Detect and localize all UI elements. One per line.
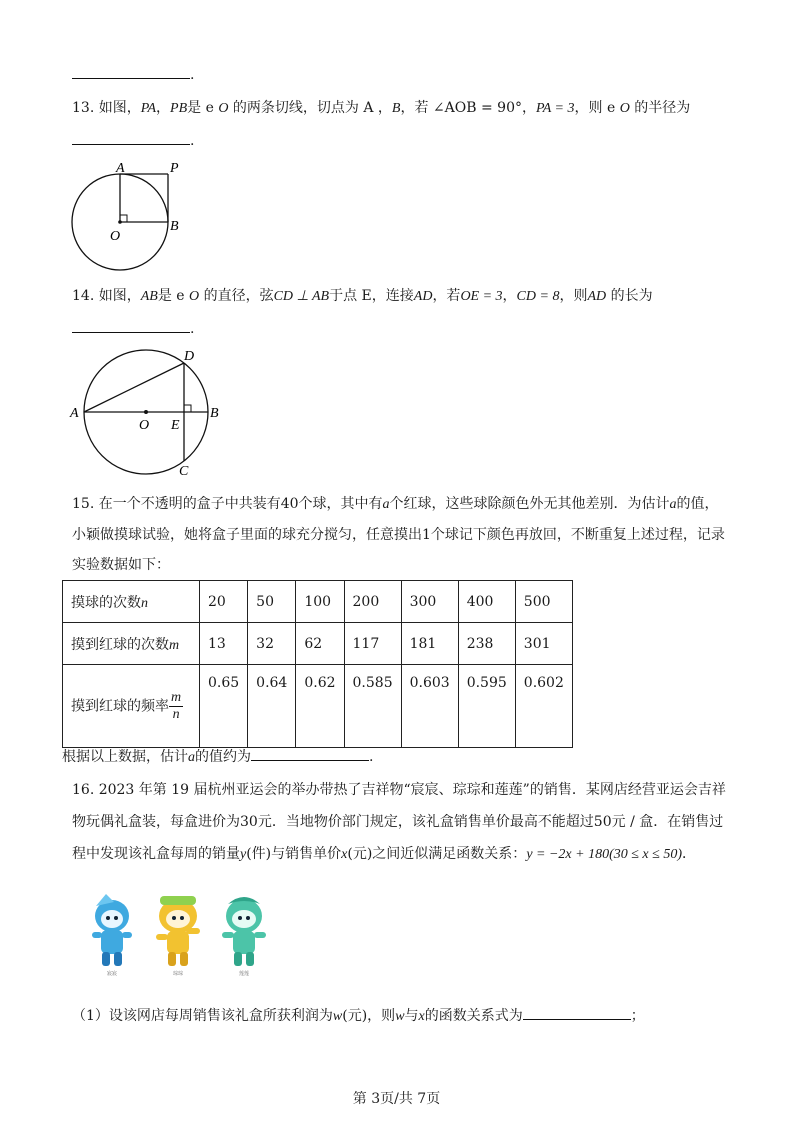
table-cell: 0.603 [401, 665, 458, 748]
table-cell: 400 [458, 581, 515, 623]
table-cell: 301 [515, 623, 572, 665]
table-cell: 13 [200, 623, 248, 665]
segment-ad [84, 363, 184, 412]
row-header: 摸球的次数n [63, 581, 200, 623]
q16-sub1: （1）设该网店每周销售该礼盒所获利润为w(元)，则w与x的函数关系式为 ； [72, 1005, 645, 1027]
q13-text: 13. 如图，PA，PB是 e O 的两条切线，切点为 A ，B，若 ∠AOB = 90°，PA = 3，则 e O 的半径为 [72, 100, 691, 116]
table-cell: 32 [248, 623, 296, 665]
table-cell: 0.65 [200, 665, 248, 748]
q13-answer-line: . [72, 130, 194, 151]
q15-answer-blank[interactable] [251, 746, 369, 761]
q16-line1: 16. 2023 年第 19 届杭州亚运会的举办带热了吉祥物“宸宸、琮琮和莲莲”的销售．某网店经营亚运会吉祥 [72, 782, 726, 798]
svg-text:莲莲: 莲莲 [238, 971, 250, 977]
table-cell: 0.595 [458, 665, 515, 748]
q14-answer-line: . [72, 318, 194, 339]
q16-line3: 程中发现该礼盒每周的销量y(件)与销售单价x(元)之间近似满足函数关系：y = −2x + 180(30 ≤ x ≤ 50)． [72, 846, 696, 862]
table-cell: 0.62 [296, 665, 344, 748]
table-cell: 238 [458, 623, 515, 665]
label-o: O [110, 229, 121, 244]
q15-after: 根据以上数据，估计a的值约为 . [62, 746, 373, 768]
answer-blank[interactable] [72, 64, 190, 79]
q16-answer-blank[interactable] [523, 1005, 631, 1020]
experiment-table [62, 580, 573, 748]
table-cell: 117 [344, 623, 401, 665]
right-angle-mark [184, 405, 191, 412]
table-cell: 500 [515, 581, 572, 623]
q14-answer-blank[interactable] [72, 318, 190, 333]
table-cell: 62 [296, 623, 344, 665]
center-dot [118, 220, 122, 224]
svg-text:琮琮: 琮琮 [172, 971, 184, 977]
q14-figure [68, 345, 233, 480]
label-c: C [179, 464, 189, 479]
prev-answer-line: . [72, 64, 194, 85]
label-e: E [171, 418, 180, 433]
table-cell: 300 [401, 581, 458, 623]
table-cell: 0.64 [248, 665, 296, 748]
q15-line2: 小颖做摸球试验，她将盒子里面的球充分搅匀，任意摸出1个球记下颜色再放回，不断重复上述过程，记录 [72, 527, 725, 543]
label-b: B [170, 219, 179, 234]
table-cell: 200 [344, 581, 401, 623]
q15-line1: 15. 在一个不透明的盒子中共装有40个球，其中有a个红球，这些球除颜色外无其他差别．为估计a的值， [72, 496, 719, 512]
mascot-lianlian [222, 897, 266, 977]
center-dot [144, 410, 148, 414]
table-cell: 20 [200, 581, 248, 623]
label-a: A [116, 161, 125, 176]
fraction-m-over-n: $\frac{m}{n}$ [171, 689, 182, 722]
table-row [63, 623, 573, 665]
q15-line3: 实验数据如下： [72, 557, 170, 573]
label-d: D [184, 349, 195, 364]
row-header: 摸到红球的次数m [63, 623, 200, 665]
table-cell: 100 [296, 581, 344, 623]
table-row [63, 581, 573, 623]
mascot-congcong [156, 896, 200, 977]
q13-answer-blank[interactable] [72, 130, 190, 145]
row-header: 摸到红球的频率 $\frac{m}{n}$ [63, 665, 200, 748]
q13-figure [60, 160, 190, 275]
mascots-image [82, 892, 282, 980]
svg-text:宸宸: 宸宸 [106, 971, 118, 977]
table-cell: 181 [401, 623, 458, 665]
q14-text: 14. 如图，AB是 e O 的直径，弦CD ⊥ AB于点 E，连接AD，若OE = 3，CD = 8，则AD 的长为 [72, 288, 653, 304]
label-o: O [139, 418, 150, 433]
table-cell: 50 [248, 581, 296, 623]
label-b: B [210, 406, 219, 421]
table-row [63, 665, 573, 748]
label-a: A [70, 406, 79, 421]
label-p: P [170, 161, 179, 176]
q16-line2: 物玩偶礼盒装，每盒进价为30元．当地物价部门规定，该礼盒销售单价最高不能超过50元 / 盒．在销售过 [72, 814, 724, 830]
mascot-chenchen [92, 894, 132, 977]
page-footer: 第 3页/共 7页 [352, 1091, 441, 1107]
table-cell: 0.602 [515, 665, 572, 748]
table-cell: 0.585 [344, 665, 401, 748]
